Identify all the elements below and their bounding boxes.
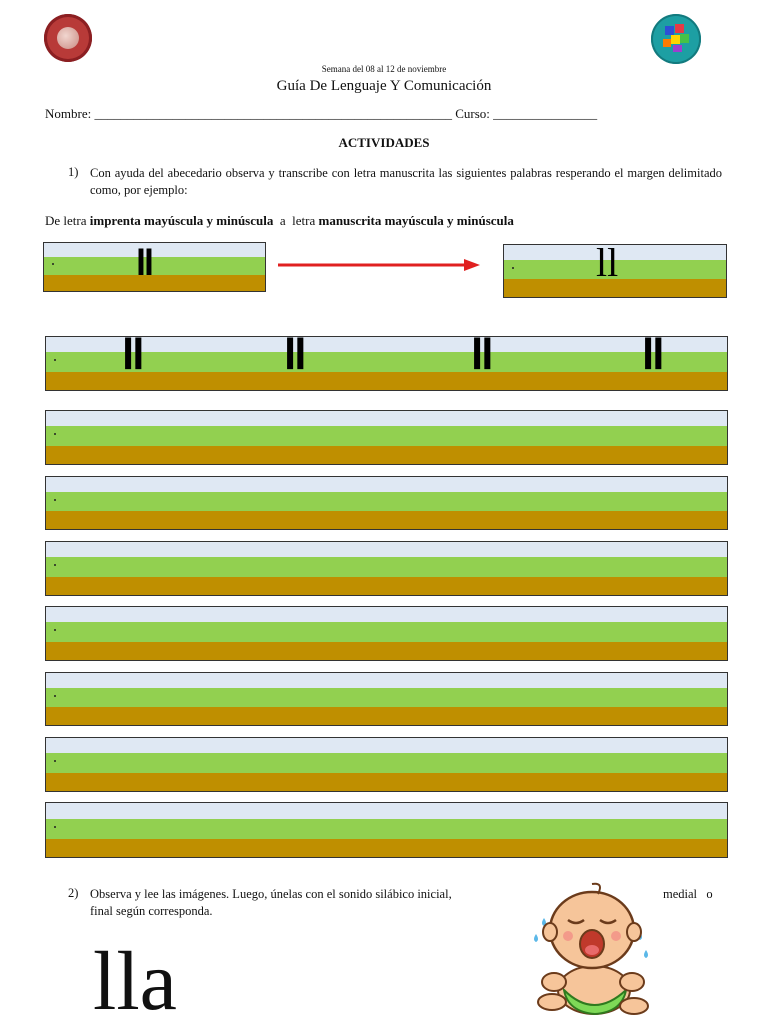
crying-baby-illustration xyxy=(528,878,654,1022)
example-script-strip xyxy=(503,244,727,298)
practice-glyph: ll xyxy=(642,336,663,379)
practice-glyph: ll xyxy=(471,336,492,379)
school-crest-icon xyxy=(44,14,92,62)
example-print-glyph: ll xyxy=(136,242,153,283)
activity-1-number: 1) xyxy=(68,165,79,179)
course-blank: ________________ xyxy=(493,106,598,121)
practice-strip-4[interactable] xyxy=(45,541,728,596)
red-arrow-icon xyxy=(278,257,482,273)
page-title: Guía De Lenguaje Y Comunicación xyxy=(276,78,492,94)
practice-strip-6[interactable] xyxy=(45,672,728,726)
activity-2-instructions-part1: Observa y lee las imágenes. Luego, únelas con el sonido silábico inicial, xyxy=(90,887,452,901)
practice-strip-5[interactable] xyxy=(45,606,728,661)
example-description: De letra imprenta mayúscula y minúscula a letra manuscrita mayúscula y minúscula xyxy=(45,213,514,228)
example-script-glyph: ll xyxy=(596,244,619,285)
practice-strip-7[interactable] xyxy=(45,737,728,792)
puzzle-logo-icon xyxy=(651,14,701,64)
activity-2-number: 2) xyxy=(68,886,79,900)
name-label: Nombre: xyxy=(45,106,95,121)
name-course-row xyxy=(45,106,597,122)
week-label: Semana del 08 al 12 de noviembre xyxy=(321,64,447,74)
section-title: ACTIVIDADES xyxy=(338,135,430,150)
activity-2-instructions-part2: medial o xyxy=(663,887,713,901)
practice-strip-1 xyxy=(45,336,728,391)
name-blank: _______________________________________________________ xyxy=(94,106,452,121)
syllable-lla: lla xyxy=(93,935,177,1028)
practice-strip-2[interactable] xyxy=(45,410,728,465)
course-label: Curso: xyxy=(451,106,494,121)
practice-strip-8[interactable] xyxy=(45,802,728,858)
practice-glyph: ll xyxy=(284,336,305,379)
activity-2-instructions-line2: final según corresponda. xyxy=(90,904,213,918)
practice-glyph: ll xyxy=(122,336,143,379)
example-print-strip xyxy=(43,242,266,292)
practice-strip-3[interactable] xyxy=(45,476,728,530)
activity-1-instructions: Con ayuda del abecedario observa y transcribe con letra manuscrita las siguientes palabras resperando el margen delimitado como, por ejemplo: xyxy=(90,166,722,197)
